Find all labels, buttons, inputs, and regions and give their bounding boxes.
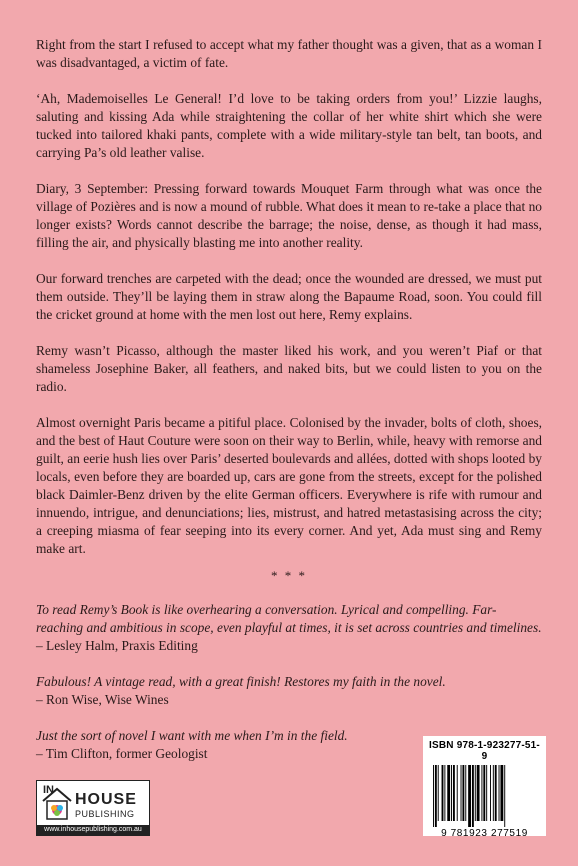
barcode-bar [447, 765, 450, 821]
back-cover-body [36, 36, 542, 558]
barcode-bar [498, 765, 499, 821]
barcode-bar [465, 765, 466, 821]
isbn-barcode [423, 736, 546, 839]
barcode-bar [500, 765, 503, 821]
barcode-bar [486, 765, 487, 821]
barcode-bar [483, 765, 485, 821]
body-paragraph: Almost overnight Paris became a pitiful place. Colonised by the invader, bolts of cloth, shoes, and the best of Haut Couture were soon on their way to Berlin, while, heavy with remorse and guilt, an eerie hush lies over Paris’ deserted boulevards and allées, dotted with shops looted by locals, even before they are boarded up, cars are gone from the streets, except for the polished black Daimler-Benz driven by the elite German officers. Everywhere is rife with rumour and innuendo, intrigue, and denunciations; lies, mistrust, and hatred metastasising across the city; a creeping miasma of fear seeping into its every corner. And yet, Ada must sing and Remy make art. [36, 415, 542, 556]
quote-attribution: – Tim Clifton, former Geologist [36, 746, 208, 761]
barcode-bar [441, 765, 443, 821]
barcode-bars [431, 765, 539, 827]
barcode-bar [437, 765, 438, 821]
body-paragraph: Our forward trenches are carpeted with the dead; once the wounded are dressed, we must put them outside. They’ll be laying them in straw along the Bapaume Road, soon. You could fill the cricket ground at home with the men lost out here, Remy explains. [36, 271, 542, 322]
quote-attribution: – Lesley Halm, Praxis Editing [36, 638, 198, 653]
barcode-bar [434, 765, 436, 827]
logo-text-house: HOUSE [75, 791, 137, 808]
barcode-bar [444, 765, 445, 821]
barcode-bar [433, 765, 434, 827]
barcode-bar [504, 765, 505, 827]
barcode-bar [476, 765, 479, 821]
publisher-logo [36, 780, 150, 836]
barcode-bar [451, 765, 452, 821]
body-paragraph: Diary, 3 September: Pressing forward towards Mouquet Farm through what was once the village of Pozières and is now a mound of rubble. What does it mean to re-take a place that no longer exists? Words cannot describe the barrage; the noise, dense, as though it had mass, filling the air, and physically blasting me into another reality. [36, 181, 542, 250]
barcode-bar [490, 765, 491, 821]
logo-text-publishing: PUBLISHING [75, 809, 135, 819]
quote-text: To read Remy’s Book is like overhearing a conversation. Lyrical and compelling. Far-reaching and ambitious in scope, even playful at times, it is set across countries and timelines. [36, 602, 542, 635]
section-separator: * * * [271, 568, 307, 583]
barcode-bar [468, 765, 471, 827]
barcode-bar [460, 765, 461, 821]
barcode-bar [494, 765, 496, 821]
body-paragraph: Right from the start I refused to accept what my father thought was a given, that as a woman I was disadvantaged, a victim of fate. [36, 37, 542, 70]
quote-text: Fabulous! A vintage read, with a great finish! Restores my faith in the novel. [36, 674, 446, 689]
isbn-digits: 9 781923 277519 [441, 828, 528, 839]
barcode-bar [462, 765, 464, 821]
isbn-label: ISBN 978-1-923277-51-9 [429, 740, 540, 762]
body-paragraph: Remy wasn’t Picasso, although the master liked his work, and you weren’t Piaf or that shameless Josephine Baker, all feathers, and naked bits, but we could listen to you on the radio. [36, 343, 542, 394]
barcode-bar [492, 765, 493, 821]
barcode-bar [452, 765, 454, 821]
body-paragraph: ‘Ah, Mademoiselles Le General! I’d love to be taking orders from you!’ Lizzie laughs, saluting and kissing Ada while straightening the collar of her white shirt which she were tucked into tailored khaki pants, complete with a wide military-style tan belt, tan boots, and carrying Pa’s old leather valise. [36, 91, 542, 160]
barcode-bar [474, 765, 475, 821]
barcode-bar [481, 765, 482, 821]
barcode-bar [471, 765, 473, 827]
review-quote [36, 673, 542, 709]
logo-text-in: IN [43, 784, 54, 796]
barcode-bar [456, 765, 457, 821]
publisher-url: www.inhousepublishing.com.au [37, 825, 149, 835]
quote-attribution: – Ron Wise, Wise Wines [36, 692, 169, 707]
review-quote [36, 601, 542, 655]
quote-text: Just the sort of novel I want with me when I’m in the field. [36, 728, 348, 743]
